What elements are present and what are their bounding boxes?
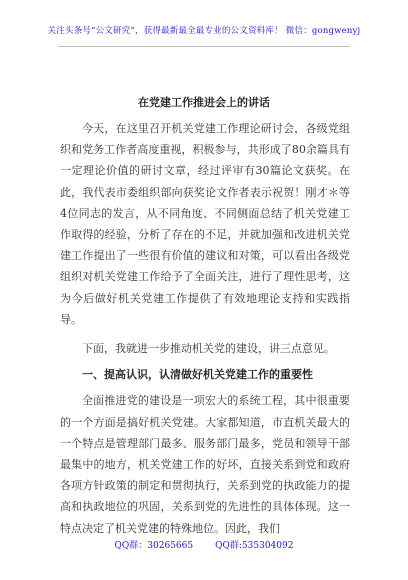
footer [0,538,408,551]
section-paragraph: 全面推进党的建设是一项宏大的系统工程，其中很重要的一个方面是搞好机关党建。大家都知道，市直机关最大的一个特点是管理部门最多、服务部门最多，党员和领导干部最集中的地方，机关党建工作的好坏，直接关系到党和政府各项方针政策的制定和贯彻执行，关系到党的执政能力的提高和执政地位的巩固，关系到党的先进性的具体体现。这一特点决定了机关党建的特殊地位。因此，我们 [60,394,350,535]
document-title: 在党建工作推进会上的讲话 [138,96,270,109]
body-paragraph: 下面，我就进一步推动机关党的建设，讲三点意见。 [82,342,335,356]
body-paragraph: 今天，在这里召开机关党建工作理论研讨会，各级党组织和党务工作者高度重视，积极参与，共形成了80余篇具有一定理论价值的研讨文章，经过评审有30篇论文获奖。在此，我代表市委组织部向获奖论文作者表示祝贺！刚才＊等4位同志的发言，从不同角度、不同侧面总结了机关党建工作取得的经验，分析了存在的不足，并就加强和改进机关党建工作提出了一些很有价值的建议和对策，可以看出各级党组织对机关党建工作给予了全面关注，进行了理性思考，这为今后做好机关党建工作提供了有效地理论支持和实践指导。 [60,122,350,326]
footer-qq-group-2: QQ群:535304092 [215,541,294,551]
section-heading: 一、提高认识，认清做好机关党建工作的重要性 [82,368,313,382]
header-divider [58,46,350,47]
header-banner: 关注头条号“公文研究”，获得最新最全最专业的公文资料库！ 微信：gongwenyj [47,26,361,36]
footer-qq-group-1: QQ群：30265665 [114,541,194,551]
document-body [60,118,350,539]
